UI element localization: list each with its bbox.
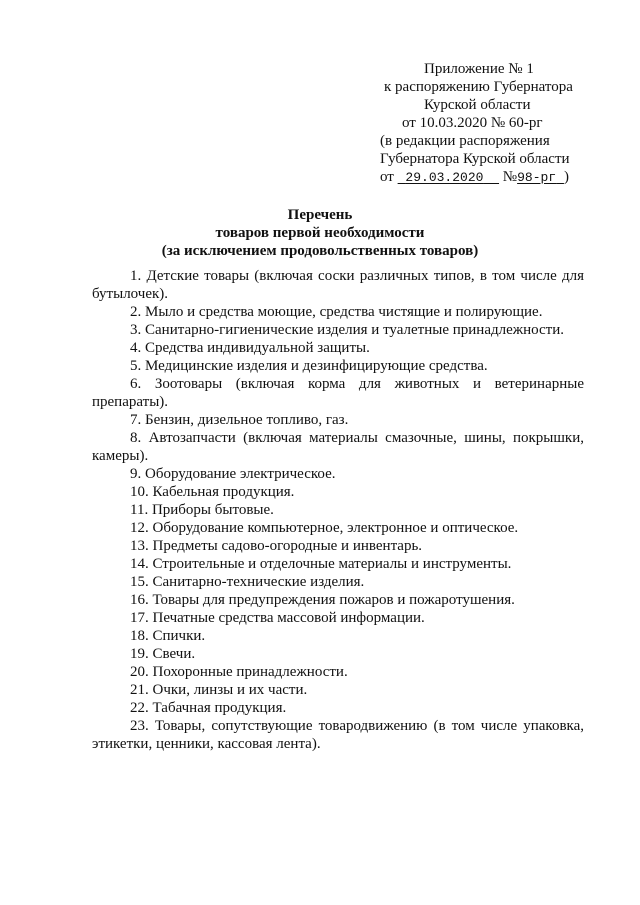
appendix-original-date: от 10.03.2020 № 60-рг	[402, 115, 543, 131]
list-item: 17. Печатные средства массовой информации.	[130, 610, 425, 626]
list-item: 16. Товары для предупреждения пожаров и пожаротушения.	[130, 592, 515, 608]
title-line-2: товаров первой необходимости	[215, 225, 425, 241]
list-item: 23. Товары, сопутствующие товародвижению (в том числе упаковка, этикетки, ценники, кассовая лента).	[92, 718, 584, 752]
list-item: 4. Средства индивидуальной защиты.	[130, 340, 370, 356]
revision-prefix: от	[380, 169, 394, 185]
appendix-revision-date-line	[380, 168, 620, 187]
list-item: 1. Детские товары (включая соски различных типов, в том числе для бутылочек).	[92, 268, 584, 302]
list-item: 12. Оборудование компьютерное, электронное и оптическое.	[130, 520, 519, 536]
list-item: 18. Спички.	[130, 628, 206, 644]
appendix-number: Приложение № 1	[424, 61, 534, 77]
list-item: 3. Санитарно-гигиенические изделия и туалетные принадлежности.	[130, 322, 565, 338]
document-title	[0, 206, 640, 260]
list-item: 20. Похоронные принадлежности.	[130, 664, 348, 680]
revision-date: 29.03.2020	[405, 170, 484, 185]
list-item: 8. Автозапчасти (включая материалы смазочные, шины, покрышки, камеры).	[92, 430, 584, 464]
list-item: 7. Бензин, дизельное топливо, газ.	[130, 412, 349, 428]
list-item: 13. Предметы садово-огородные и инвентарь.	[130, 538, 423, 554]
appendix-order-ref: к распоряжению Губернатора	[384, 79, 573, 95]
revision-number-sign: №	[502, 169, 518, 185]
title-line-3: (за исключением продовольственных товаров)	[161, 243, 479, 259]
list-item: 6. Зоотовары (включая корма для животных и ветеринарные препараты).	[92, 376, 584, 410]
goods-list	[92, 267, 584, 753]
list-item: 19. Свечи.	[130, 646, 196, 662]
revision-suffix: )	[563, 169, 569, 185]
list-item: 2. Мыло и средства моющие, средства чистящие и полирующие.	[130, 304, 543, 320]
appendix-revision-note: (в редакции распоряжения	[380, 133, 550, 149]
list-item: 9. Оборудование электрическое.	[130, 466, 336, 482]
list-item: 10. Кабельная продукция.	[130, 484, 295, 500]
title-line-1: Перечень	[287, 207, 353, 223]
appendix-region: Курской области	[424, 97, 531, 113]
revision-number: 98-рг	[517, 170, 557, 185]
list-item: 21. Очки, линзы и их части.	[130, 682, 308, 698]
list-item: 15. Санитарно-технические изделия.	[130, 574, 365, 590]
list-item: 5. Медицинские изделия и дезинфицирующие средства.	[130, 358, 488, 374]
list-item: 22. Табачная продукция.	[130, 700, 287, 716]
list-item: 11. Приборы бытовые.	[130, 502, 274, 518]
list-item: 14. Строительные и отделочные материалы и инструменты.	[130, 556, 512, 572]
appendix-revision-authority: Губернатора Курской области	[380, 151, 570, 167]
appendix-header	[380, 60, 620, 187]
